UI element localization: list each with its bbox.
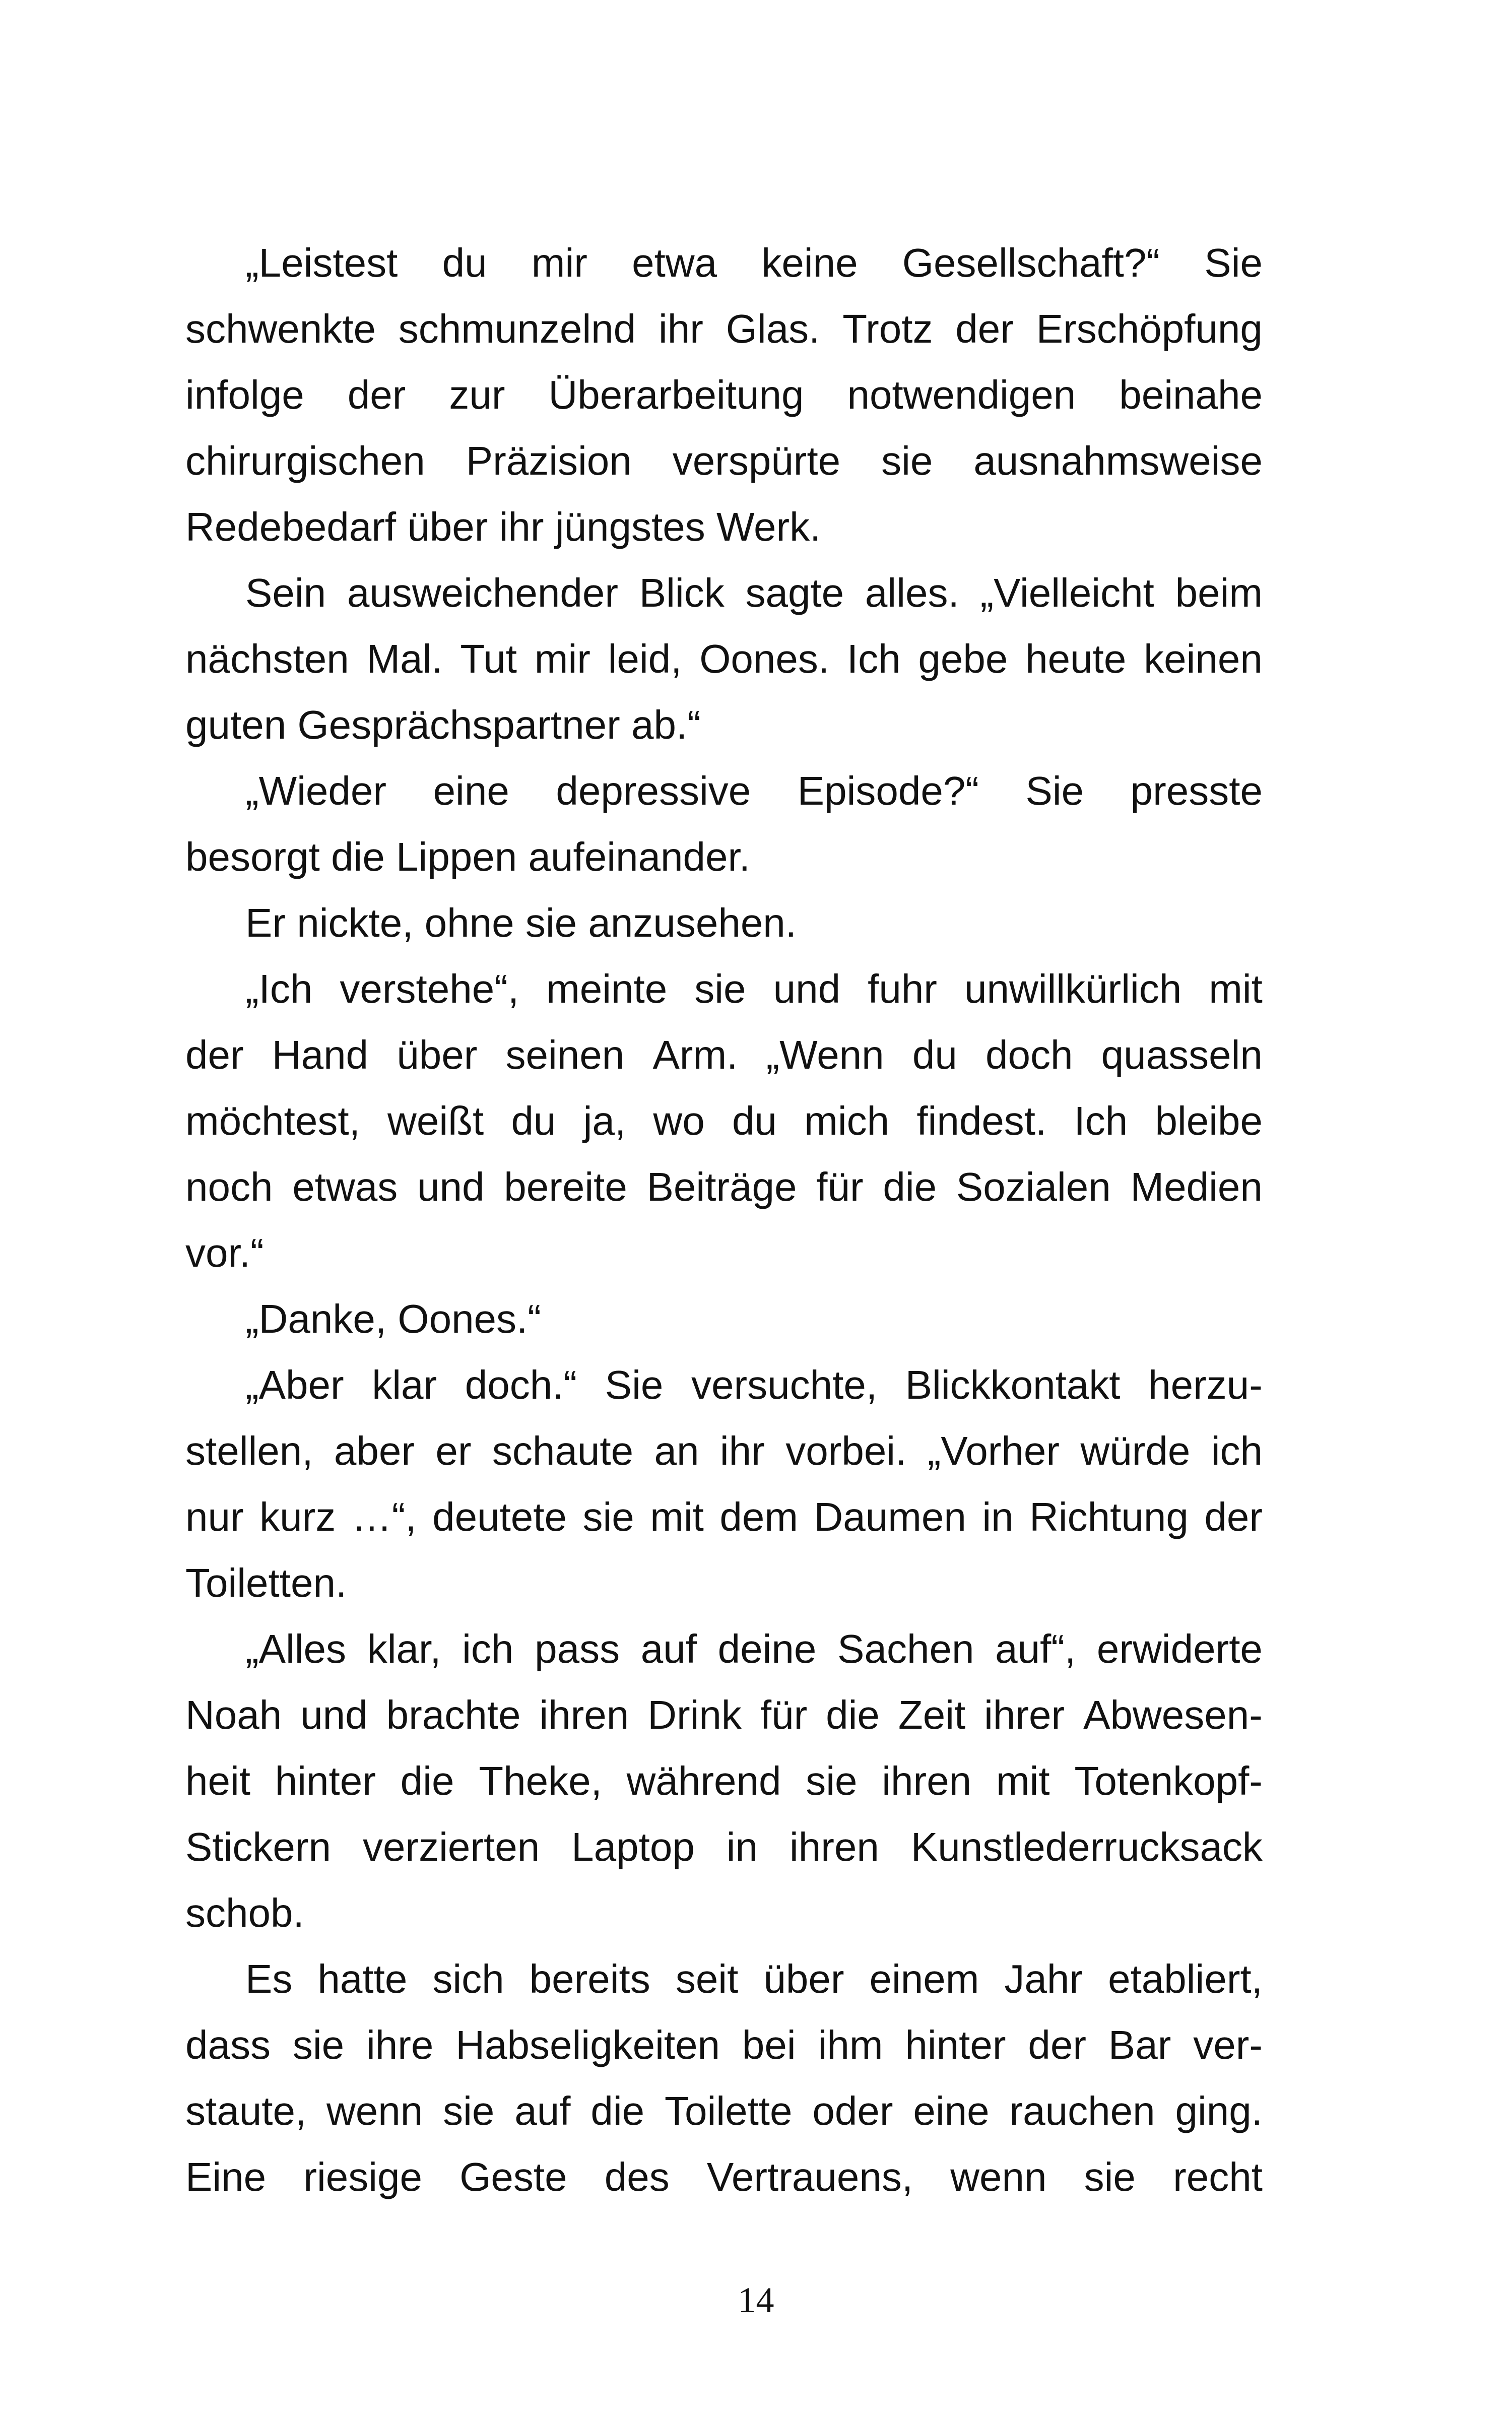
text-line: „Wieder eine depressive Episode?“ Sie presste <box>245 768 1263 813</box>
text-line: der Hand über seinen Arm. „Wenn du doch quasseln <box>185 1032 1263 1077</box>
page-number: 14 <box>738 2280 774 2320</box>
text-line: infolge der zur Überarbeitung notwendigen beinahe <box>185 372 1263 417</box>
text-line: „Leistest du mir etwa keine Gesellschaft?“ Sie <box>245 240 1263 285</box>
text-line: schwenkte schmunzelnd ihr Glas. Trotz der Erschöpfung <box>185 306 1263 351</box>
text-line: Noah und brachte ihren Drink für die Zeit ihrer Abwesen- <box>185 1692 1263 1737</box>
text-line: staute, wenn sie auf die Toilette oder eine rauchen ging. <box>185 2088 1263 2133</box>
text-line: nächsten Mal. Tut mir leid, Oones. Ich gebe heute keinen <box>185 636 1263 681</box>
text-line: „Ich verstehe“, meinte sie und fuhr unwillkürlich mit <box>245 966 1263 1011</box>
text-line: möchtest, weißt du ja, wo du mich findest. Ich bleibe <box>185 1098 1263 1143</box>
text-line: Er nickte, ohne sie anzusehen. <box>245 900 797 945</box>
text-line: heit hinter die Theke, während sie ihren mit Totenkopf- <box>185 1758 1263 1803</box>
text-line: stellen, aber er schaute an ihr vorbei. „Vorher würde ich <box>185 1428 1263 1473</box>
text-line: Eine riesige Geste des Vertrauens, wenn sie recht <box>185 2154 1263 2199</box>
text-line: Es hatte sich bereits seit über einem Jahr etabliert, <box>245 1956 1263 2001</box>
text-line: schob. <box>185 1890 304 1935</box>
text-line: Sein ausweichender Blick sagte alles. „Vielleicht beim <box>245 570 1263 615</box>
text-line: nur kurz …“, deutete sie mit dem Daumen in Richtung der <box>185 1494 1263 1539</box>
text-line: guten Gesprächspartner ab.“ <box>185 702 701 747</box>
text-line: Stickern verzierten Laptop in ihren Kunstlederrucksack <box>185 1824 1263 1869</box>
text-line: „Danke, Oones.“ <box>245 1296 541 1341</box>
text-line: „Aber klar doch.“ Sie versuchte, Blickkontakt herzu- <box>245 1362 1263 1407</box>
body-text <box>185 230 1263 2210</box>
text-line: noch etwas und bereite Beiträge für die Sozialen Medien <box>185 1164 1263 1209</box>
text-line: vor.“ <box>185 1230 264 1275</box>
text-line: Toiletten. <box>185 1560 347 1605</box>
text-line: chirurgischen Präzision verspürte sie ausnahmsweise <box>185 438 1263 483</box>
text-line: besorgt die Lippen aufeinander. <box>185 834 750 879</box>
text-line: „Alles klar, ich pass auf deine Sachen auf“, erwiderte <box>245 1626 1263 1671</box>
text-line: Redebedarf über ihr jüngstes Werk. <box>185 504 821 549</box>
text-line: dass sie ihre Habseligkeiten bei ihm hinter der Bar ver- <box>185 2022 1263 2067</box>
